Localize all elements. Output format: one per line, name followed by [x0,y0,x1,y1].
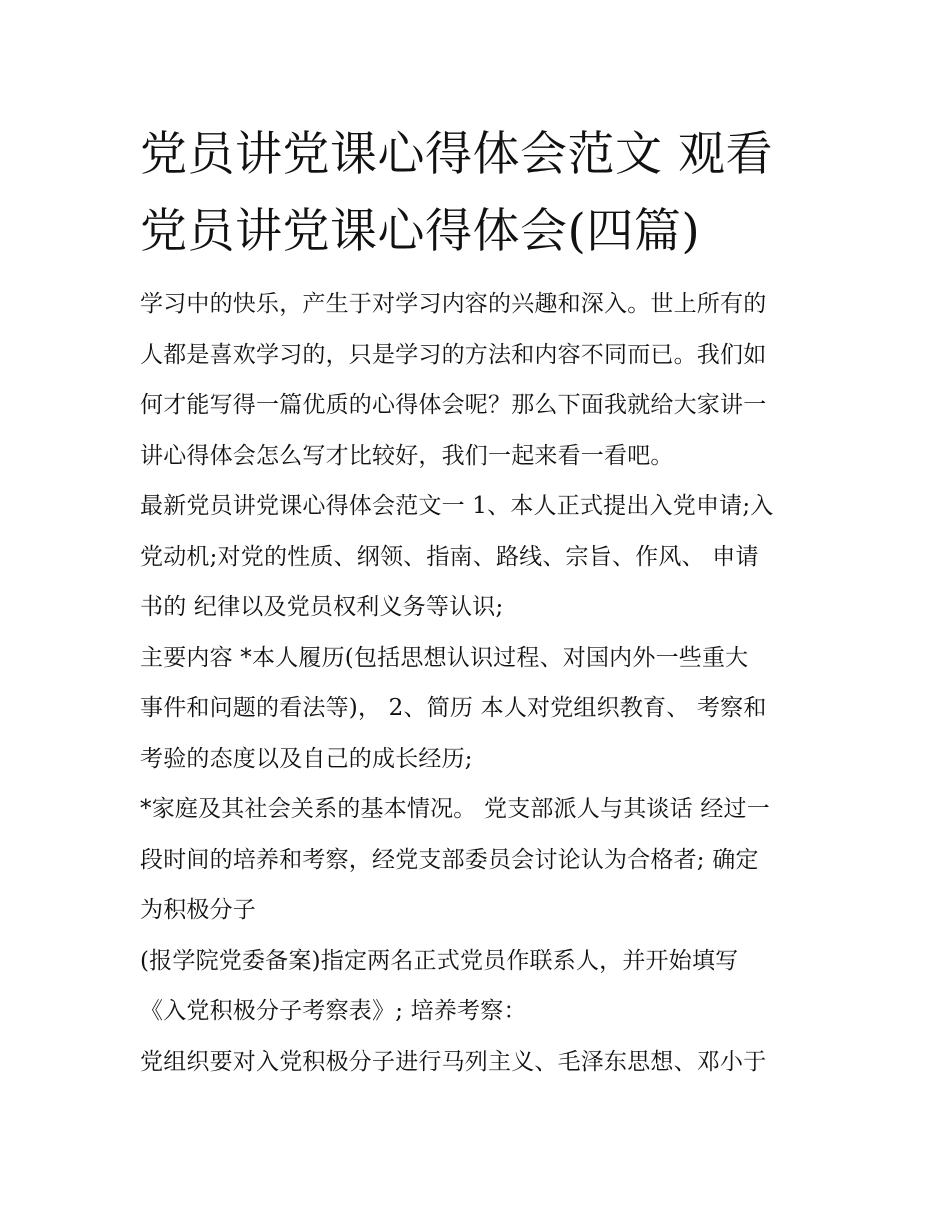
title-line-1: 党员讲党课心得体会范文 观看 [140,127,773,182]
body-line: 主要内容 *本人履历(包括思想认识过程、对国内外一些重大 [140,644,749,671]
document-body [140,279,830,1087]
body-line: 人都是喜欢学习的，只是学习的方法和内容不同而已。我们如 [140,341,767,368]
body-line: 为积极分子 [140,897,256,923]
body-line: 党组织要对入党积极分子进行马列主义、毛泽东思想、邓小于 [140,1048,767,1075]
body-line: 段时间的培养和考察，经党支部委员会讨论认为合格者; 确定 [140,846,759,873]
body-line: 何才能写得一篇优质的心得体会呢？那么下面我就给大家讲一 [140,392,767,418]
body-line: 党动机;对党的性质、纲领、指南、路线、宗旨、作风、 申请 [140,543,759,570]
body-line: 《入党积极分子考察表》; 培养考察： [140,998,527,1024]
body-line: *家庭及其社会关系的基本情况。 党支部派人与其谈话 经过一 [140,796,770,822]
body-line: 讲心得体会怎么写才比较好，我们一起来看一看吧。 [140,442,674,469]
document-title [140,116,830,270]
body-line: 事件和问题的看法等)， 2、简历 本人对党组织教育、 考察和 [140,695,767,721]
title-line-2: 党员讲党课心得体会(四篇) [140,204,701,259]
body-line: (报学院党委备案)指定两名正式党员作联系人，并开始填写 [140,947,739,974]
body-line: 考验的态度以及自己的成长经历; [140,745,473,772]
body-line: 最新党员讲党课心得体会范文一 1、本人正式提出入党申请;入 [140,493,774,519]
body-line: 学习中的快乐，产生于对学习内容的兴趣和深入。世上所有的 [140,291,767,317]
body-line: 书的 纪律以及党员权利义务等认识; [140,594,504,620]
